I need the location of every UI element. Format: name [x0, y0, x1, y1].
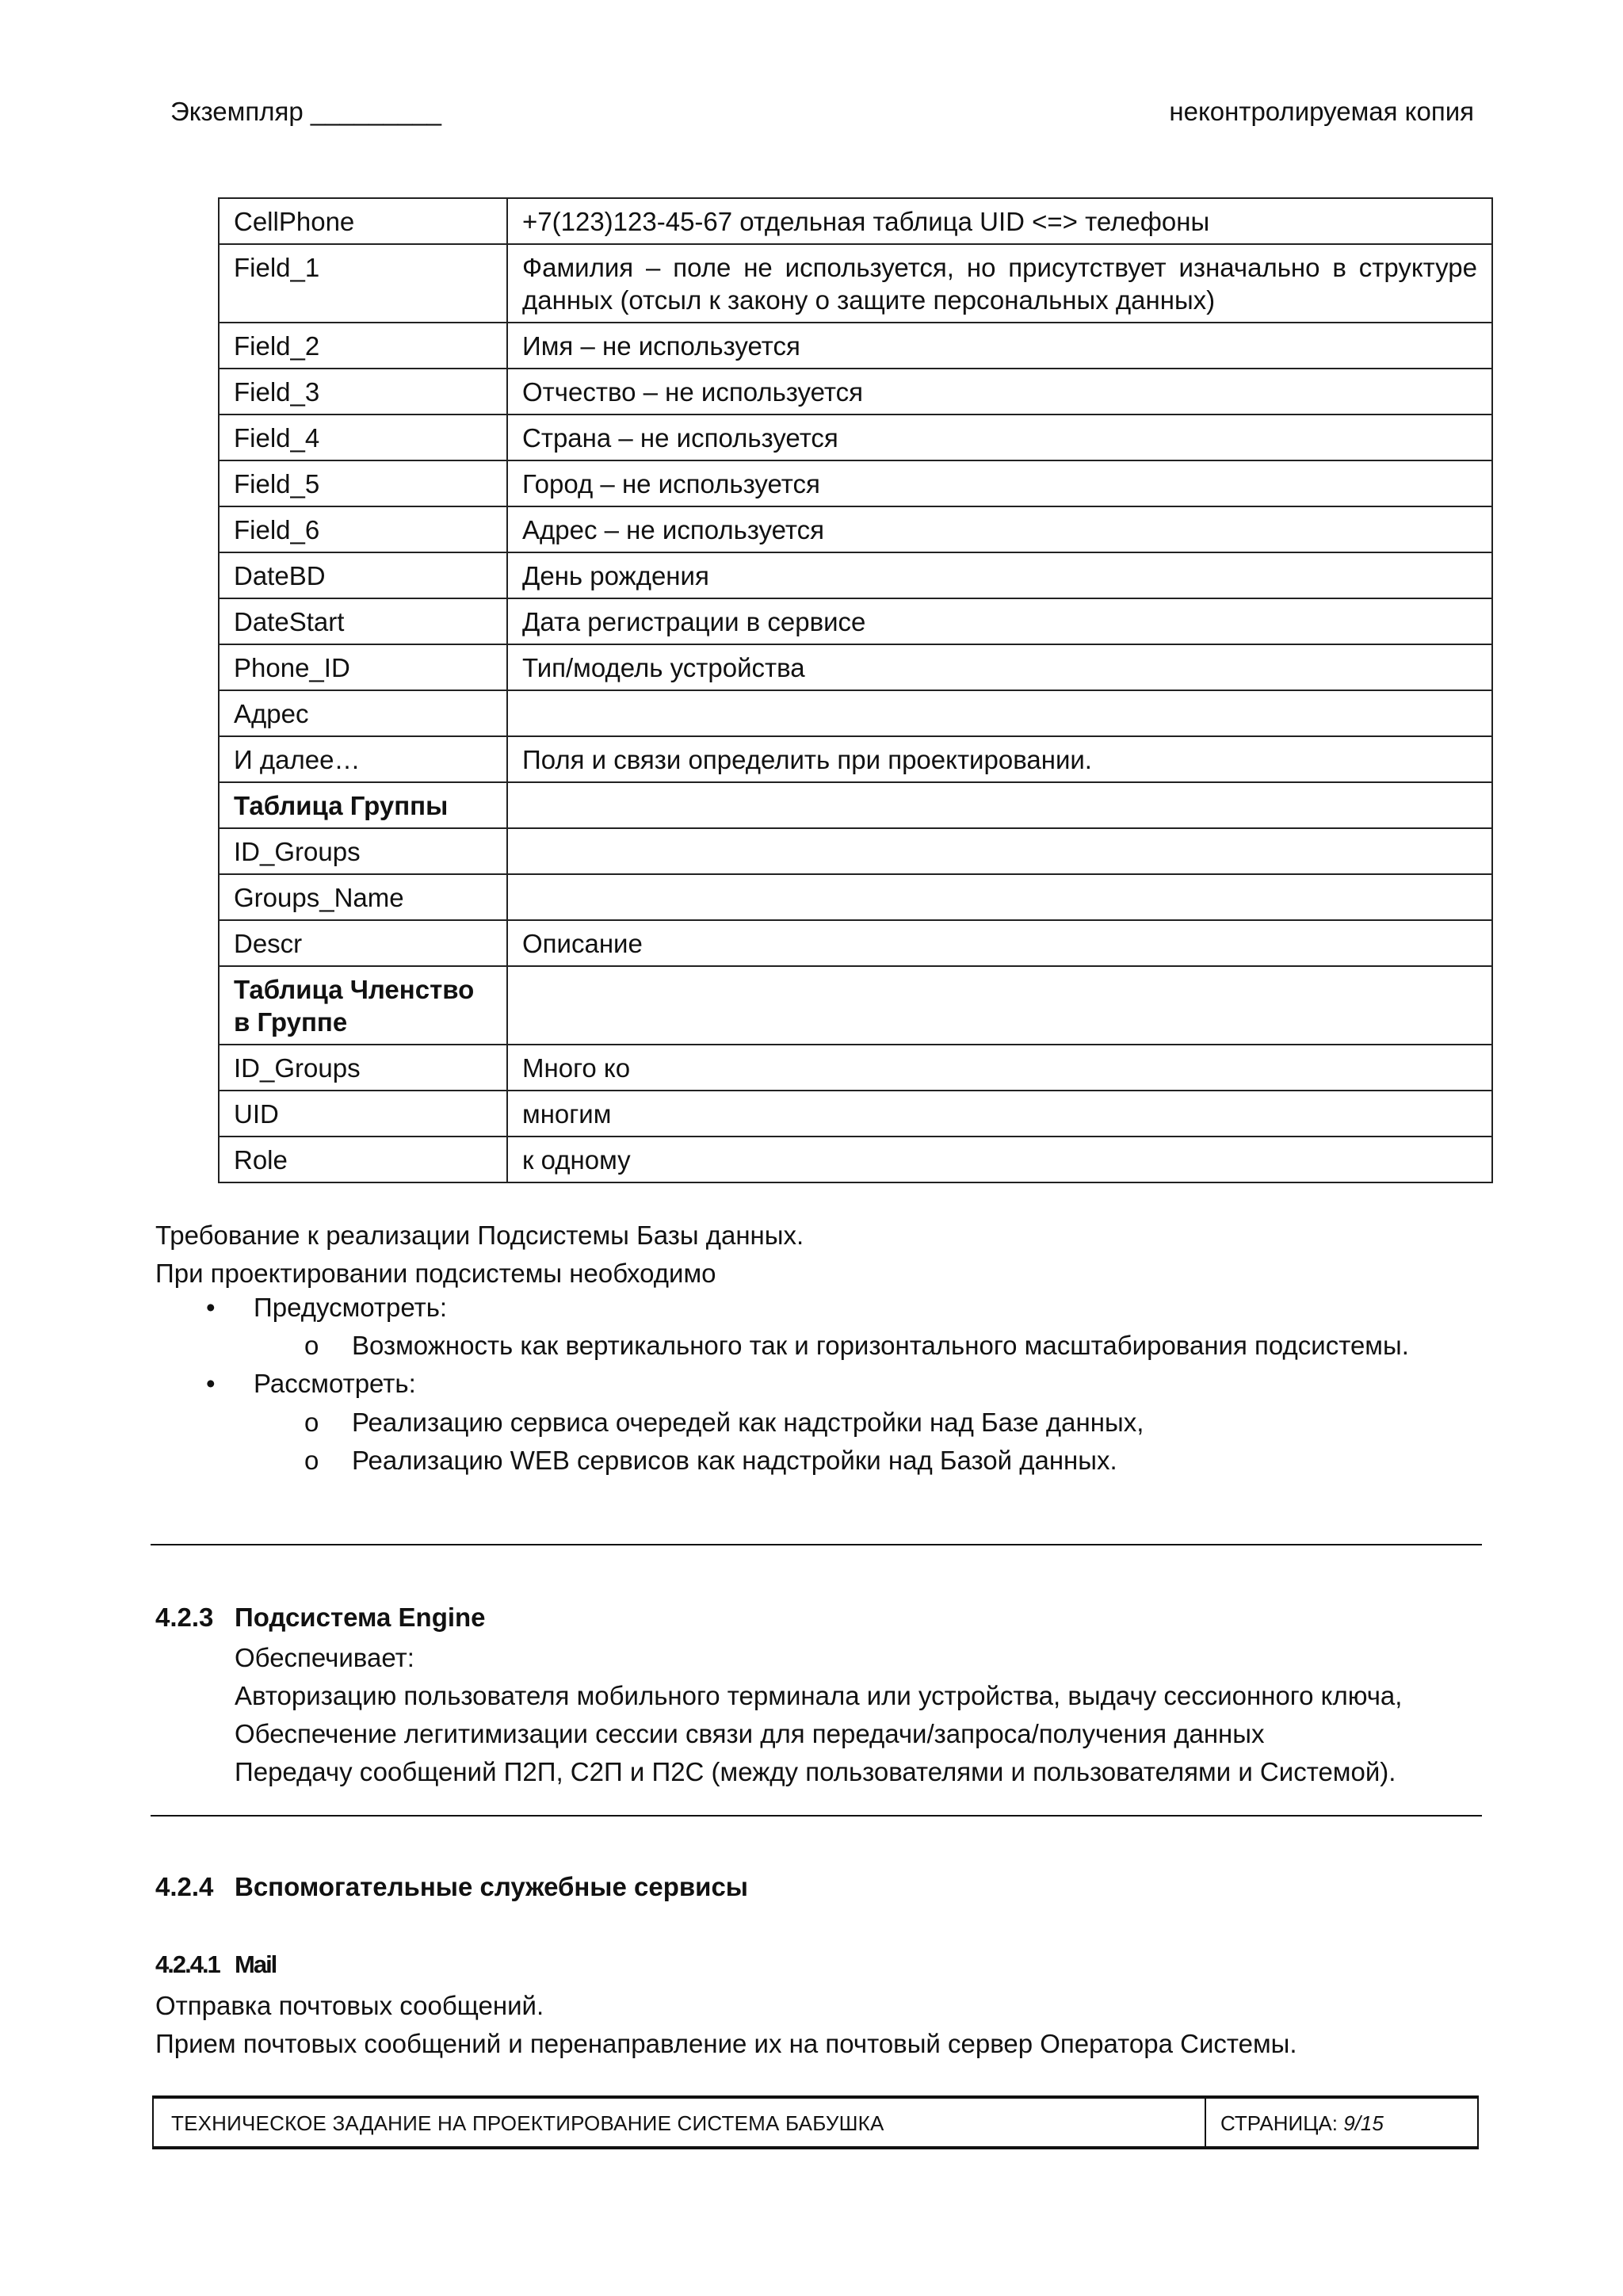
page-footer — [152, 2095, 1479, 2149]
field-name-cell: ID_Groups — [219, 1045, 507, 1091]
field-description-cell: к одному — [507, 1137, 1492, 1182]
mail-receive: Прием почтовых сообщений и перенаправление их на почтовый сервер Оператора Системы. — [155, 2029, 1297, 2058]
section-424-heading — [155, 1872, 748, 1902]
field-name-cell: DateBD — [219, 552, 507, 598]
section-number: 4.2.4.1 — [155, 1950, 220, 1978]
field-description-cell — [507, 874, 1492, 920]
provides-label: Обеспечивает: — [235, 1643, 414, 1672]
table-row — [219, 552, 1492, 598]
provides-messaging: Передачу сообщений П2П, С2П и П2С (между пользователями и пользователями и Системой). — [235, 1757, 1396, 1786]
table-row — [219, 736, 1492, 782]
table-row — [219, 782, 1492, 828]
field-description-cell: Адрес – не используется — [507, 506, 1492, 552]
table-row — [219, 460, 1492, 506]
field-description-cell: Отчество – не используется — [507, 369, 1492, 415]
table-row — [219, 323, 1492, 369]
section-4241-body — [155, 1987, 1297, 2063]
section-title: Подсистема Engine — [235, 1603, 486, 1632]
section-number: 4.2.3 — [155, 1603, 214, 1632]
field-name-cell: CellPhone — [219, 198, 507, 244]
field-name-cell: Phone_ID — [219, 644, 507, 690]
table-row — [219, 690, 1492, 736]
section-divider — [151, 1544, 1482, 1545]
field-description-cell — [507, 828, 1492, 874]
field-name-cell: Field_6 — [219, 506, 507, 552]
section-4241-heading — [155, 1950, 276, 1979]
sub-bullet-icon: o — [304, 1331, 319, 1360]
field-name-cell: Field_1 — [219, 244, 507, 323]
field-name-cell: Таблица Группы — [219, 782, 507, 828]
table-row — [219, 1045, 1492, 1091]
provides-auth: Авторизацию пользователя мобильного терминала или устройства, выдачу сессионного ключа, — [235, 1681, 1403, 1710]
field-description-cell: +7(123)123-45-67 отдельная таблица UID <=> телефоны — [507, 198, 1492, 244]
field-name-cell: Адрес — [219, 690, 507, 736]
table-row — [219, 644, 1492, 690]
table-row — [219, 966, 1492, 1045]
table-row — [219, 598, 1492, 644]
field-name-cell: DateStart — [219, 598, 507, 644]
field-name-cell: UID — [219, 1091, 507, 1137]
bullet-consider: Рассмотреть: — [254, 1369, 416, 1398]
table-row — [219, 920, 1492, 966]
table-row — [219, 506, 1492, 552]
bullet-provide: Предусмотреть: — [254, 1293, 448, 1322]
section-423-heading — [155, 1603, 486, 1633]
field-description-cell: Фамилия – поле не используется, но присутствует изначально в структуре данных (отсыл к закону о защите персональных данных) — [507, 244, 1492, 323]
field-description-cell: Город – не используется — [507, 460, 1492, 506]
field-name-cell: Role — [219, 1137, 507, 1182]
field-name-cell: Field_5 — [219, 460, 507, 506]
field-description-cell — [507, 966, 1492, 1045]
db-requirements — [155, 1217, 804, 1293]
bullet-icon: • — [206, 1369, 216, 1398]
header-uncontrolled-copy: неконтролируемая копия — [1169, 97, 1474, 126]
field-description-cell: многим — [507, 1091, 1492, 1137]
requirements-lead: При проектировании подсистемы необходимо — [155, 1259, 716, 1288]
field-description-cell: Описание — [507, 920, 1492, 966]
field-name-cell: Field_3 — [219, 369, 507, 415]
footer-page-label: СТРАНИЦА: — [1220, 2111, 1338, 2135]
field-name-cell: Таблица Членство в Группе — [219, 966, 507, 1045]
field-description-cell — [507, 690, 1492, 736]
table-row — [219, 415, 1492, 460]
footer-divider — [1205, 2099, 1206, 2146]
footer-page-number — [1220, 2111, 1384, 2136]
field-description-cell: Тип/модель устройства — [507, 644, 1492, 690]
field-name-cell: Field_2 — [219, 323, 507, 369]
field-description-cell: Много ко — [507, 1045, 1492, 1091]
field-name-cell: Descr — [219, 920, 507, 966]
sub-bullet-icon: o — [304, 1408, 319, 1437]
field-name-cell: И далее… — [219, 736, 507, 782]
field-description-cell: Имя – не используется — [507, 323, 1492, 369]
table-row — [219, 828, 1492, 874]
field-description-cell: Страна – не используется — [507, 415, 1492, 460]
sub-bullet-queue-service: Реализацию сервиса очередей как надстройки над Базе данных, — [352, 1408, 1144, 1437]
section-title: Mail — [235, 1950, 277, 1978]
sub-bullet-icon: o — [304, 1446, 319, 1475]
field-description-cell — [507, 782, 1492, 828]
section-423-body — [235, 1639, 1402, 1791]
mail-send: Отправка почтовых сообщений. — [155, 1991, 544, 2020]
table-row — [219, 244, 1492, 323]
field-name-cell: ID_Groups — [219, 828, 507, 874]
field-name-cell: Field_4 — [219, 415, 507, 460]
requirements-intro: Требование к реализации Подсистемы Базы данных. — [155, 1221, 804, 1250]
sub-bullet-web-services: Реализацию WEB сервисов как надстройки над Базой данных. — [352, 1446, 1117, 1475]
field-name-cell: Groups_Name — [219, 874, 507, 920]
data-structure-table — [218, 197, 1493, 1183]
footer-document-title: ТЕХНИЧЕСКОЕ ЗАДАНИЕ НА ПРОЕКТИРОВАНИЕ СИСТЕМА БАБУШКА — [171, 2111, 884, 2135]
header-copy-label: Экземпляр _________ — [170, 97, 442, 126]
table-row — [219, 369, 1492, 415]
sub-bullet-scaling: Возможность как вертикального так и горизонтального масштабирования подсистемы. — [352, 1331, 1409, 1360]
section-title: Вспомогательные служебные сервисы — [235, 1872, 748, 1901]
bullet-icon: • — [206, 1293, 216, 1322]
footer-page-value: 9/15 — [1343, 2111, 1384, 2135]
provides-legitimization: Обеспечение легитимизации сессии связи для передачи/запроса/получения данных — [235, 1719, 1265, 1748]
section-number: 4.2.4 — [155, 1872, 214, 1901]
table-row — [219, 1137, 1492, 1182]
section-divider — [151, 1815, 1482, 1817]
field-description-cell: День рождения — [507, 552, 1492, 598]
table-row — [219, 874, 1492, 920]
table-row — [219, 1091, 1492, 1137]
table-row — [219, 198, 1492, 244]
field-description-cell: Дата регистрации в сервисе — [507, 598, 1492, 644]
field-description-cell: Поля и связи определить при проектировании. — [507, 736, 1492, 782]
